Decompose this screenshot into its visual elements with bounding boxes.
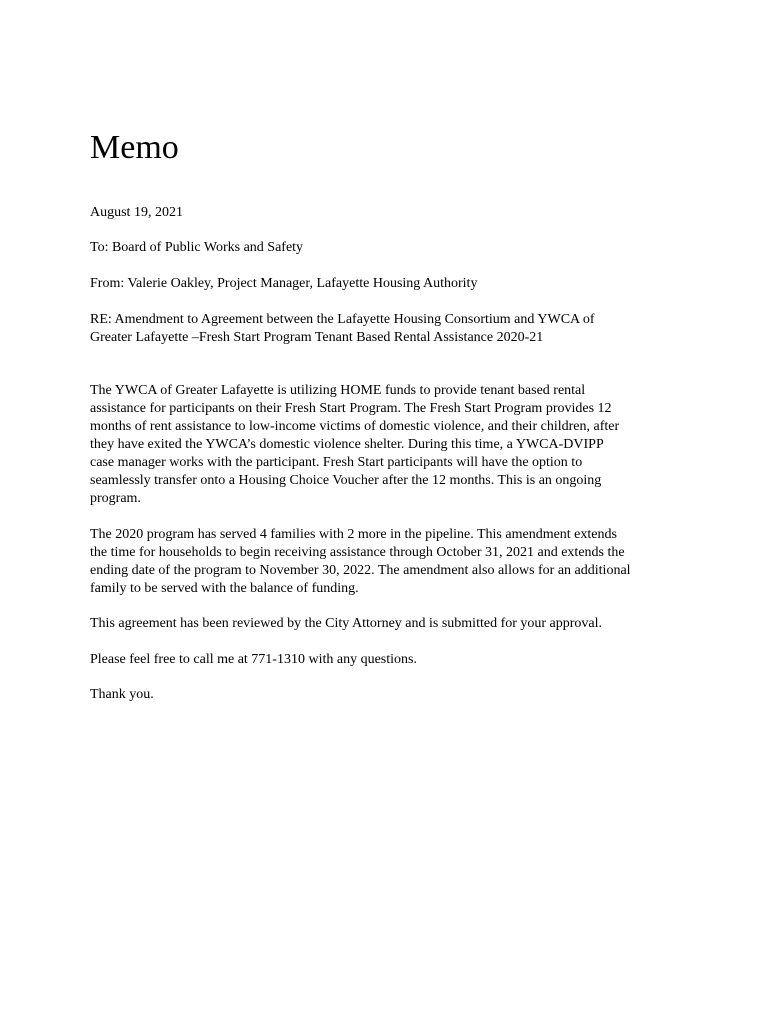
paragraph-2-line: the time for households to begin receiving assistance through October 31, 2021 and extends the	[90, 545, 625, 560]
paragraph-2-line: ending date of the program to November 30, 2022. The amendment also allows for an additional	[90, 563, 631, 578]
paragraph-1-line: months of rent assistance to low-income victims of domestic violence, and their children, after	[90, 419, 620, 434]
paragraph-1-line: The YWCA of Greater Lafayette is utilizing HOME funds to provide tenant based rental	[90, 383, 586, 398]
paragraph-1-line: assistance for participants on their Fresh Start Program. The Fresh Start Program provides 12	[90, 401, 612, 416]
paragraph-1-line: case manager works with the participant. Fresh Start participants will have the option to	[90, 455, 583, 470]
paragraph-2-line: family to be served with the balance of funding.	[90, 581, 359, 596]
paragraph-2-line: The 2020 program has served 4 families with 2 more in the pipeline. This amendment extends	[90, 527, 617, 542]
memo-date: August 19, 2021	[90, 205, 183, 220]
paragraph-3: This agreement has been reviewed by the City Attorney and is submitted for your approval.	[90, 616, 603, 631]
paragraph-1-line: program.	[90, 491, 141, 506]
memo-re-line: RE: Amendment to Agreement between the Lafayette Housing Consortium and YWCA of	[90, 312, 595, 327]
memo-re-line: Greater Lafayette –Fresh Start Program Tenant Based Rental Assistance 2020-21	[90, 330, 544, 345]
paragraph-4: Please feel free to call me at 771-1310 with any questions.	[90, 652, 417, 667]
paragraph-1-line: they have exited the YWCA’s domestic violence shelter. During this time, a YWCA-DVIPP	[90, 437, 604, 452]
memo-to: To: Board of Public Works and Safety	[90, 240, 304, 255]
memo-closing: Thank you.	[90, 687, 154, 702]
paragraph-1-line: seamlessly transfer onto a Housing Choice Voucher after the 12 months. This is an ongoing	[90, 473, 602, 488]
memo-from: From: Valerie Oakley, Project Manager, Lafayette Housing Authority	[90, 276, 478, 291]
memo-title: Memo	[90, 129, 179, 166]
